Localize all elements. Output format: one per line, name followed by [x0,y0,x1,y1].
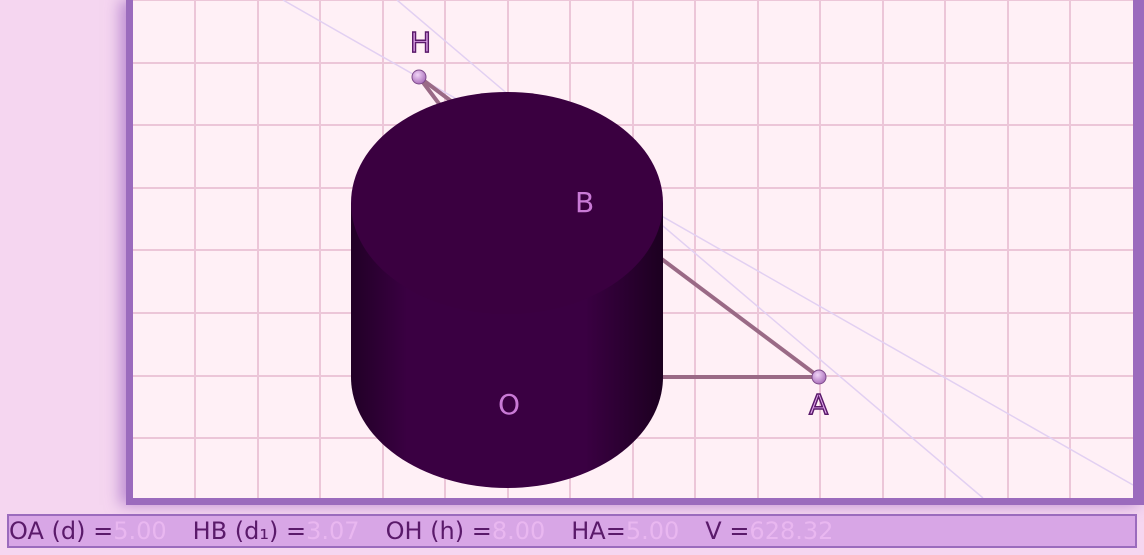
measure-V-label: V = [705,517,750,545]
measure-OH-label: OH (h) = [385,517,492,545]
measurement-bar [7,514,1137,548]
measure-V-value: 628.32 [749,517,834,545]
measure-HB-value: 3.07 [306,517,360,545]
measure-OA-label: OA (d) = [9,517,114,545]
measure-HA-value: 5.00 [625,517,680,545]
cylinder-top [351,92,663,314]
label-B: B [575,186,595,219]
point-A[interactable] [812,370,826,384]
measure-HB-label: HB (d₁) = [192,517,307,545]
cylinder [351,92,663,488]
measure-OH-value: 8.00 [491,517,546,545]
label-A: A [809,388,829,421]
measure-HA-label: HA= [571,517,626,545]
label-O: O [498,388,521,421]
geometry-drawing [133,0,1133,498]
geometry-canvas[interactable] [133,0,1133,498]
point-H[interactable] [412,70,426,84]
label-H: H [410,26,432,59]
measure-OA-value: 5.00 [113,517,167,545]
